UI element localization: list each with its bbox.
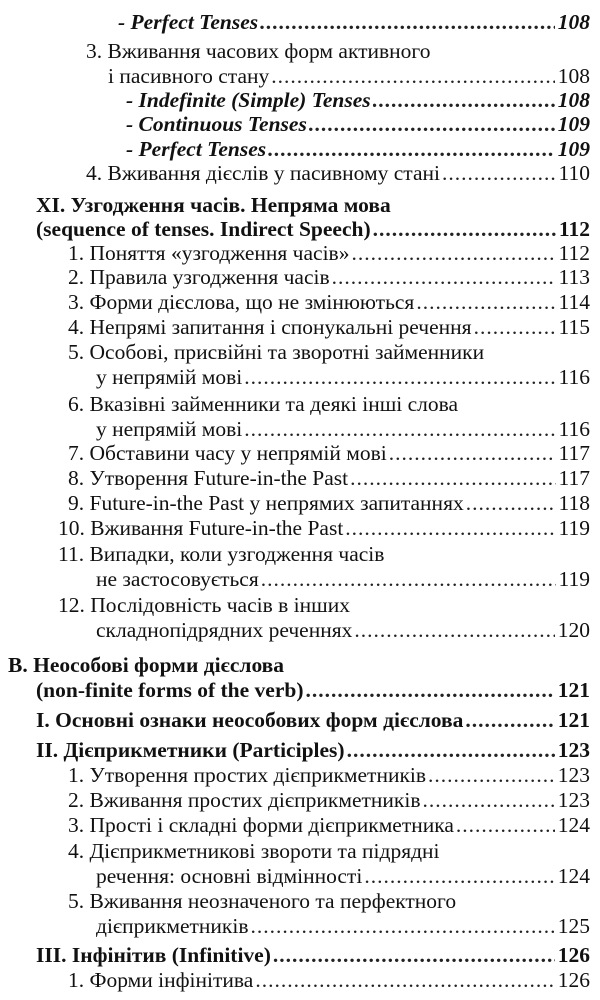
- toc-section-title: XI. Узгодження часів. Непряма мова: [36, 193, 391, 217]
- toc-entry-title-cont: речення: основні відмінності: [96, 864, 363, 888]
- toc-line: [126, 87, 590, 113]
- page-number: 108: [557, 10, 590, 34]
- toc-line: [86, 38, 430, 64]
- page-number: 114: [558, 290, 590, 314]
- dot-leader: [389, 440, 556, 466]
- dot-leader: [373, 216, 556, 242]
- toc-line: [58, 592, 350, 618]
- toc-entry-title: 5. Особові, присвійні та зворотні займенники: [68, 340, 485, 364]
- page-number: 110: [558, 161, 590, 185]
- toc-line: [68, 264, 590, 290]
- dot-leader: [442, 160, 556, 186]
- toc-chapter-title: В. Неособові форми дієслова: [8, 653, 285, 677]
- toc-line: [36, 192, 391, 218]
- dot-leader: [250, 913, 554, 939]
- dot-leader: [332, 264, 556, 290]
- toc-line: [68, 838, 440, 864]
- page-number: 108: [557, 88, 590, 112]
- toc-line: [36, 677, 590, 703]
- dot-leader: [345, 515, 555, 541]
- page-number: 112: [558, 217, 590, 241]
- toc-line: [96, 863, 590, 889]
- toc-section-title: I. Основні ознаки неособових форм дієслова: [36, 708, 464, 732]
- toc-entry-title: 3. Форми дієслова, що не змінюються: [68, 290, 415, 314]
- dot-leader: [373, 87, 555, 113]
- toc-line: [96, 617, 590, 643]
- toc-entry-title: 8. Утворення Future-in-the Past: [68, 466, 349, 490]
- page-number: 117: [558, 466, 590, 490]
- toc-entry-title: 7. Обставини часу у непрямій мові: [68, 441, 387, 465]
- toc-entry-title: 6. Вказівні займенники та деякі інші слова: [68, 392, 459, 416]
- toc-line: [68, 465, 590, 491]
- toc-entry-title: - Perfect Tenses: [126, 137, 267, 161]
- dot-leader: [466, 490, 556, 516]
- toc-chapter-title-cont: (non-finite forms of the verb): [36, 678, 304, 702]
- page-number: 119: [558, 567, 590, 591]
- dot-leader: [350, 465, 555, 491]
- toc-entry-title-cont: і пасивного стану: [108, 64, 270, 88]
- page-number: 126: [557, 968, 590, 992]
- page-number: 123: [557, 763, 590, 787]
- page-number: 113: [558, 265, 590, 289]
- page-number: 125: [557, 914, 590, 938]
- page-number: 126: [557, 943, 590, 967]
- toc-entry-title: - Indefinite (Simple) Tenses: [126, 88, 371, 112]
- page-number: 123: [557, 788, 590, 812]
- dot-leader: [273, 942, 555, 968]
- toc-line: [126, 136, 590, 162]
- toc-entry-title: 1. Форми інфінітива: [68, 968, 254, 992]
- toc-line: [68, 289, 590, 315]
- toc-line: [68, 762, 590, 788]
- toc-entry-title: 2. Вживання простих дієприкметників: [68, 788, 421, 812]
- toc-line: [96, 364, 590, 390]
- toc-line: [86, 160, 590, 186]
- toc-entry-title-cont: у непрямій мові: [96, 365, 243, 389]
- toc-section-title-cont: (sequence of tenses. Indirect Speech): [36, 217, 371, 241]
- toc-line: [96, 416, 590, 442]
- toc-entry-title: 3. Прості і складні форми дієприкметника: [68, 813, 454, 837]
- dot-leader: [255, 967, 554, 993]
- dot-leader: [260, 9, 555, 35]
- toc-line: [68, 314, 590, 340]
- toc-line: [68, 787, 590, 813]
- toc-line: [68, 440, 590, 466]
- toc-section-title: II. Дієприкметники (Participles): [36, 738, 345, 762]
- toc-entry-title-cont: не застосовується: [96, 567, 259, 591]
- toc-entry-title: 1. Утворення простих дієприкметників: [68, 763, 427, 787]
- toc-line: [118, 9, 590, 35]
- toc-entry-title: - Continuous Tenses: [126, 112, 307, 136]
- page-number: 117: [558, 441, 590, 465]
- toc-entry-title: 1. Поняття «узгодження часів»: [68, 241, 350, 265]
- page-number: 116: [558, 365, 590, 389]
- toc-line: [96, 566, 590, 592]
- toc-line: [8, 652, 284, 678]
- toc-entry-title-cont: у непрямій мові: [96, 417, 243, 441]
- page-number: 118: [558, 491, 590, 515]
- dot-leader: [416, 289, 555, 315]
- page-number: 121: [557, 708, 590, 732]
- dot-leader: [347, 737, 555, 763]
- page-number: 119: [558, 516, 590, 540]
- toc-line: [126, 111, 590, 137]
- toc-line: [68, 240, 590, 266]
- dot-leader: [465, 707, 554, 733]
- dot-leader: [271, 63, 554, 89]
- toc-line: [36, 737, 590, 763]
- toc-entry-title: 4. Дієприкметникові звороти та підрядні: [68, 839, 440, 863]
- toc-entry-title: 12. Послідовність часів в інших: [58, 593, 350, 617]
- dot-leader: [422, 787, 554, 813]
- toc-entry-title-cont: дієприкметників: [96, 914, 249, 938]
- dot-leader: [309, 111, 555, 137]
- page-number: 120: [557, 618, 590, 642]
- dot-leader: [244, 364, 555, 390]
- toc-line: [68, 391, 458, 417]
- dot-leader: [456, 812, 555, 838]
- page-number: 124: [557, 864, 590, 888]
- toc-line: [68, 812, 590, 838]
- toc-line: [36, 942, 590, 968]
- toc-line: [96, 913, 590, 939]
- toc-entry-title: 10. Вживання Future-in-the Past: [58, 516, 344, 540]
- toc-entry-title: 9. Future-in-the Past у непрямих запитаннях: [68, 491, 464, 515]
- toc-entry-title: - Perfect Tenses: [118, 10, 259, 34]
- toc-line: [68, 967, 590, 993]
- toc-line: [58, 515, 590, 541]
- toc-line: [36, 707, 590, 733]
- toc-entry-title: 5. Вживання неозначеного та перфектного: [68, 889, 457, 913]
- page-number: 108: [557, 64, 590, 88]
- toc-line: [108, 63, 590, 89]
- page-number: 123: [557, 738, 590, 762]
- toc-line: [68, 339, 484, 365]
- dot-leader: [244, 416, 555, 442]
- page-number: 121: [557, 678, 590, 702]
- toc-line: [68, 490, 590, 516]
- page-number: 115: [558, 315, 590, 339]
- page-number: 112: [558, 241, 590, 265]
- dot-leader: [306, 677, 555, 703]
- toc-line: [68, 888, 456, 914]
- page-number: 109: [557, 137, 590, 161]
- dot-leader: [351, 240, 555, 266]
- toc-entry-title-cont: складнопідрядних реченнях: [96, 618, 353, 642]
- dot-leader: [428, 762, 555, 788]
- toc-entry-title: 3. Вживання часових форм активного: [86, 39, 431, 63]
- toc-line: [58, 541, 384, 567]
- toc-entry-title: 2. Правила узгодження часів: [68, 265, 330, 289]
- dot-leader: [364, 863, 554, 889]
- toc-entry-title: 4. Вживання дієслів у пасивному стані: [86, 161, 440, 185]
- toc-section-title: III. Інфінітив (Infinitive): [36, 943, 271, 967]
- dot-leader: [474, 314, 556, 340]
- page-number: 124: [557, 813, 590, 837]
- toc-line: [36, 216, 590, 242]
- dot-leader: [354, 617, 554, 643]
- dot-leader: [261, 566, 556, 592]
- toc-entry-title: 4. Непрямі запитання і спонукальні речення: [68, 315, 472, 339]
- page-number: 109: [557, 112, 590, 136]
- toc-entry-title: 11. Випадки, коли узгодження часів: [58, 542, 385, 566]
- page-number: 116: [558, 417, 590, 441]
- dot-leader: [268, 136, 555, 162]
